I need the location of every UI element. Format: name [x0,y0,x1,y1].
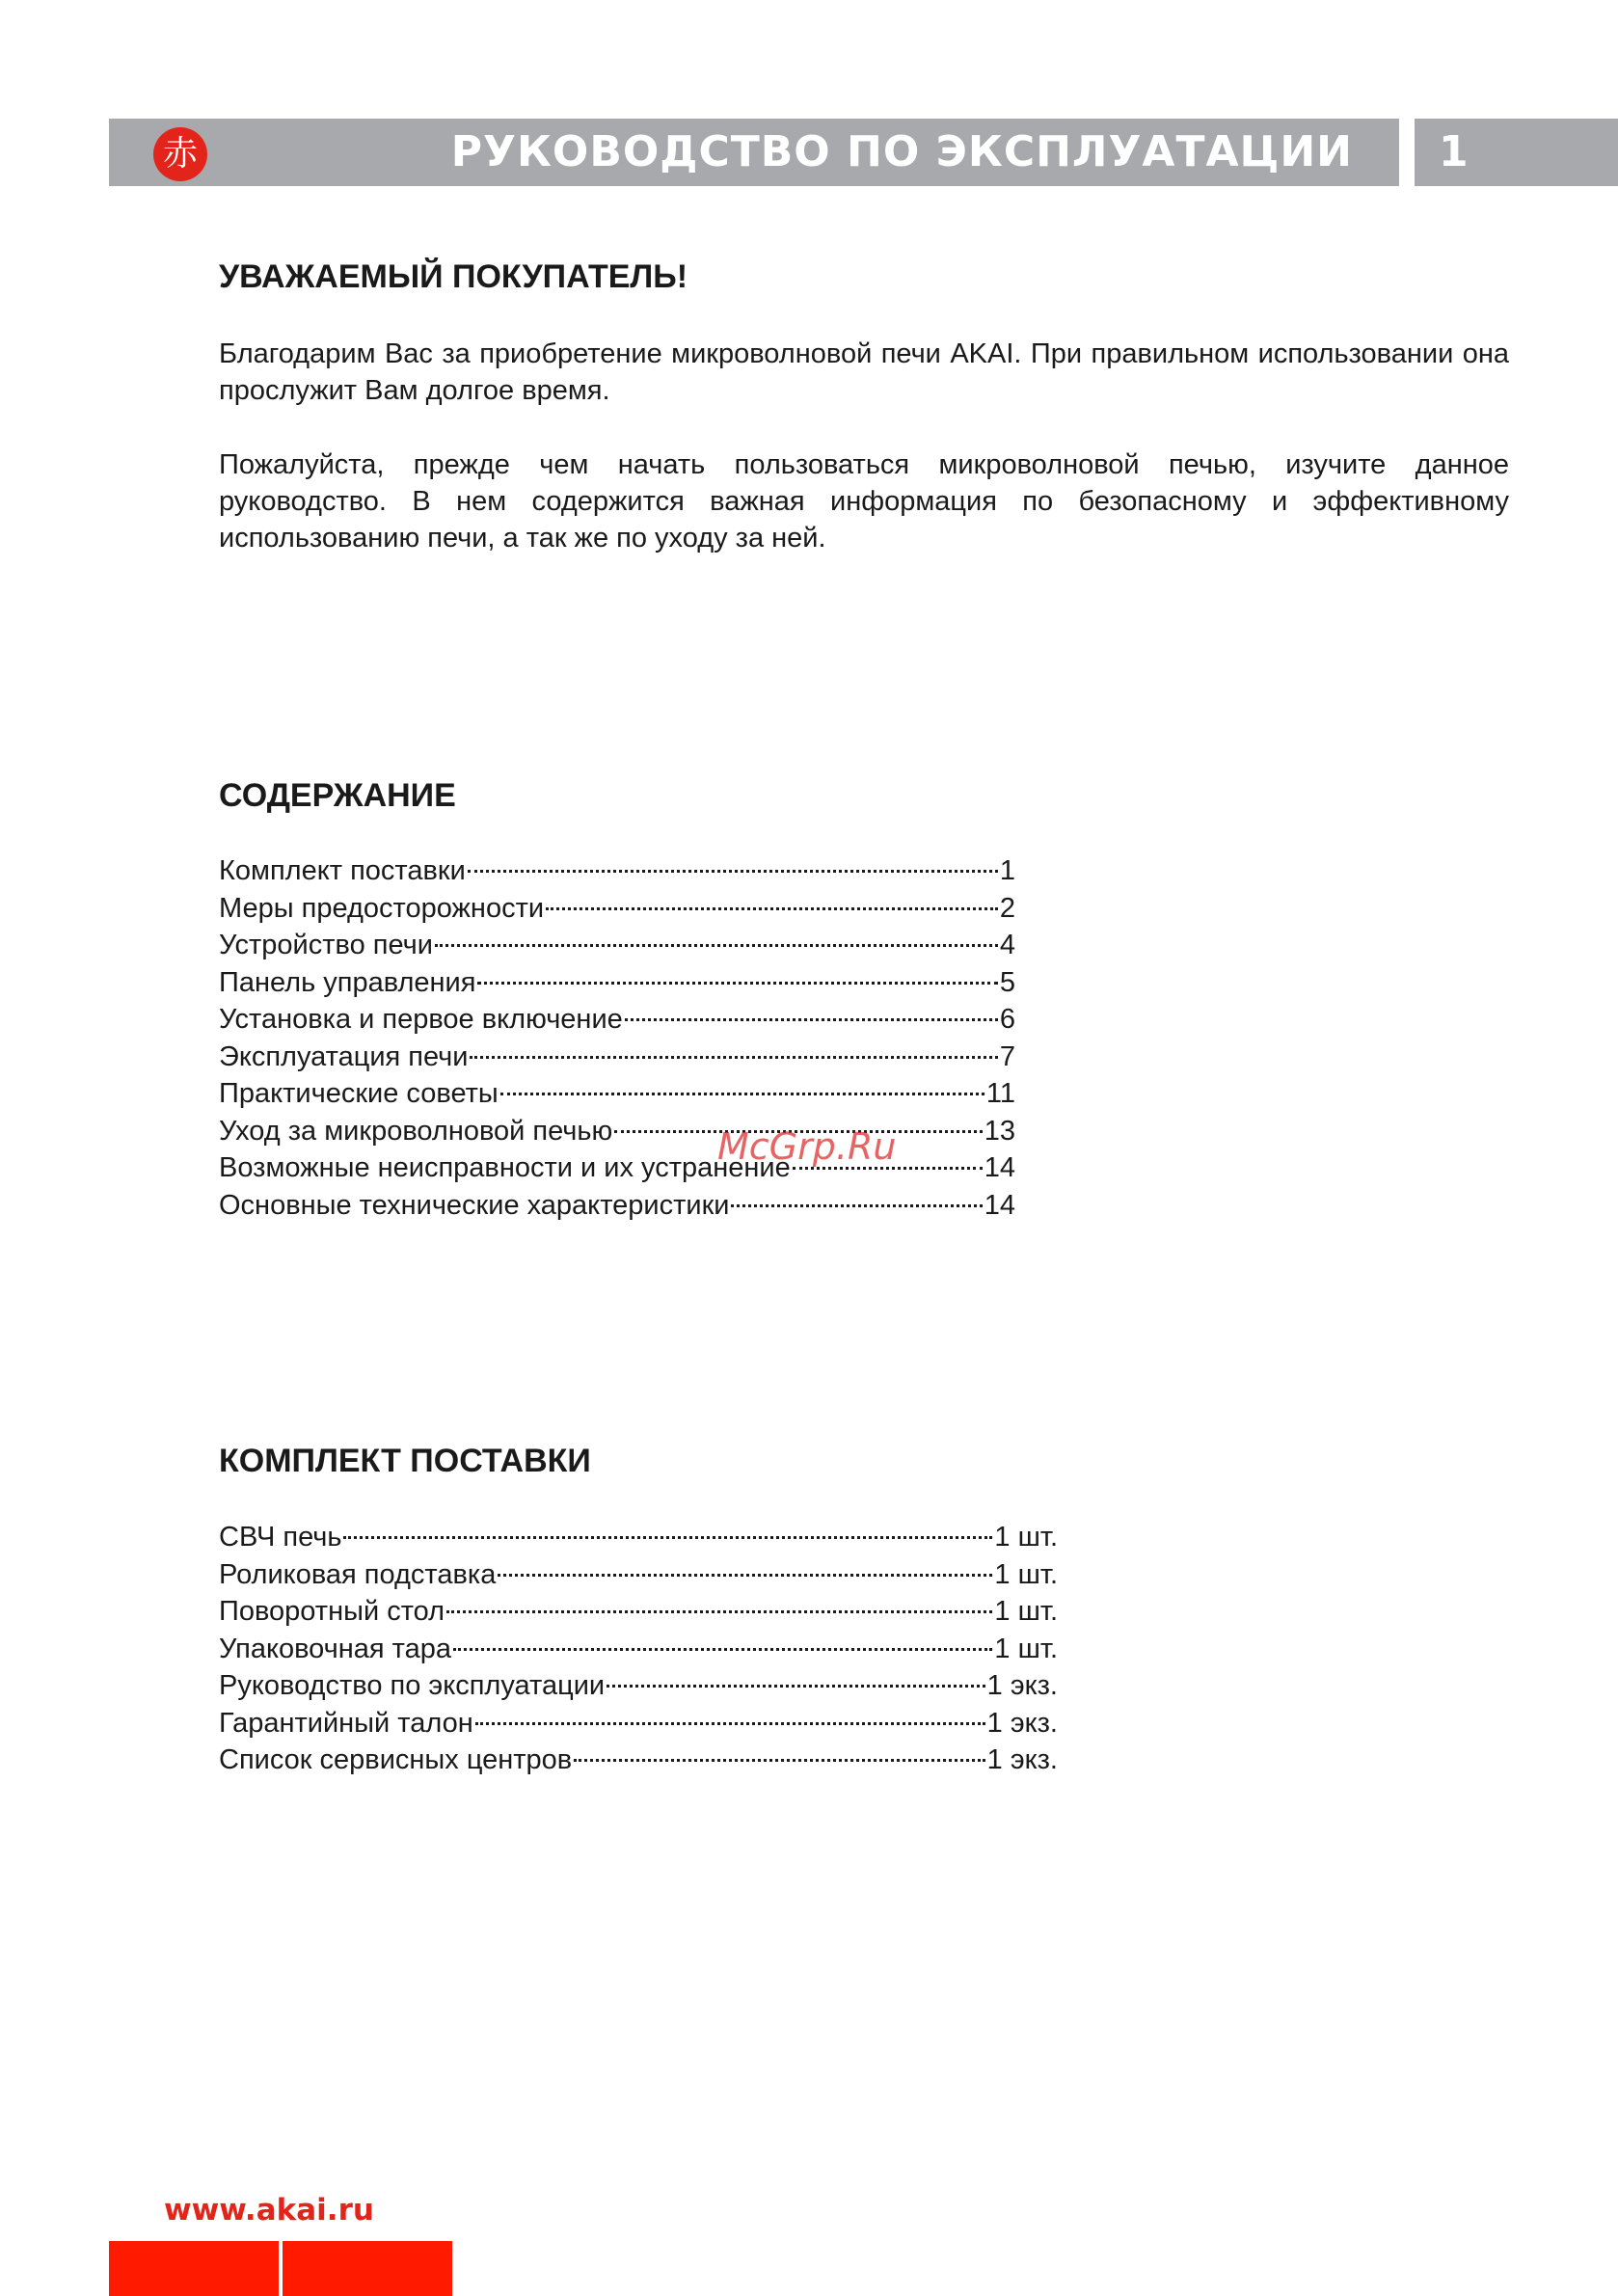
kit-item-quantity: 1 шт. [994,1596,1058,1627]
greeting-title: УВАЖАЕМЫЙ ПОКУПАТЕЛЬ! [219,258,688,295]
dot-leader [470,1056,997,1059]
contents-item-label: Меры предосторожности [219,892,545,924]
contents-list [219,852,1015,1224]
contents-item-label: Уход за микроволновой печью [219,1115,613,1147]
kit-item-label: СВЧ печь [219,1522,342,1553]
contents-item-label: Устройство печи [219,930,433,960]
contents-item-page: 5 [999,966,1015,998]
dot-leader [477,982,997,985]
contents-item-label: Практические советы [219,1078,499,1109]
kit-item [219,1519,1058,1556]
contents-item-page: 1 [999,855,1015,886]
kit-item-quantity: 1 экз. [986,1707,1058,1739]
dot-leader [546,907,998,910]
contents-item [219,964,1015,1002]
contents-item [219,1001,1015,1039]
kit-item [219,1631,1058,1668]
dot-leader [607,1685,985,1688]
kit-item [219,1705,1058,1742]
kit-item-quantity: 1 шт. [994,1558,1058,1590]
page-number-box [1415,119,1618,186]
dot-leader [574,1759,984,1762]
document-title: РУКОВОДСТВО ПО ЭКСПЛУАТАЦИИ [450,127,1353,176]
kit-item-label: Список сервисных центров [219,1744,573,1775]
contents-item-page: 14 [984,1189,1015,1221]
kit-item-label: Руководство по эксплуатации [219,1670,606,1701]
kit-item-quantity: 1 экз. [986,1744,1058,1775]
dot-leader [625,1018,998,1021]
kit-item-label: Упаковочная тара [219,1633,452,1664]
contents-item-label: Комплект поставки [219,855,466,886]
contents-item-page: 2 [999,892,1015,924]
dot-leader [343,1536,992,1539]
kit-item [219,1667,1058,1705]
footer-url[interactable]: www.akai.ru [164,2193,374,2228]
dot-leader [731,1204,982,1207]
contents-item-label: Панель управления [219,966,476,998]
contents-item [219,890,1015,928]
greeting-paragraph-2: Пожалуйста, прежде чем начать пользоваться микроволновой печью, изучите данное руководство. В нем содержится важная информация по безопасному и эффективному использованию печи, а так же по уходу за ней. [219,449,1509,554]
contents-item-label: Эксплуатация печи [219,1040,469,1072]
contents-item [219,1039,1015,1076]
contents-item-label: Установка и первое включение [219,1004,623,1035]
dot-leader [446,1610,992,1613]
kit-item-label: Роликовая подставка [219,1558,497,1590]
contents-item-page: 13 [984,1115,1015,1147]
contents-item [219,1187,1015,1225]
dot-leader [468,870,998,873]
dot-leader [498,1574,992,1577]
contents-item-label: Возможные неисправности и их устранение [219,1152,791,1183]
greeting-paragraph-1: Благодарим Вас за приобретение микроволновой печи AKAI. При правильном использовании она прослужит Вам долгое время. [219,338,1509,406]
contents-item [219,1075,1015,1113]
contents-title: СОДЕРЖАНИЕ [219,777,456,814]
contents-item-page: 7 [999,1040,1015,1072]
kit-item-quantity: 1 шт. [994,1522,1058,1553]
kit-item [219,1556,1058,1594]
kit-item [219,1742,1058,1779]
dot-leader [500,1093,984,1095]
kit-item-label: Гарантийный талон [219,1707,473,1739]
kit-item [219,1593,1058,1631]
contents-item [219,927,1015,964]
contents-item-page: 6 [999,1004,1015,1035]
watermark: McGrp.Ru [717,1125,897,1168]
kit-item-quantity: 1 экз. [986,1670,1058,1701]
contents-item-page: 11 [985,1078,1015,1109]
kit-list [219,1519,1058,1779]
footer-decor-block [283,2241,452,2296]
kit-item-quantity: 1 шт. [994,1633,1058,1664]
dot-leader [453,1648,992,1651]
page-number: 1 [1439,127,1469,176]
contents-item-page: 4 [999,930,1015,960]
contents-item-label: Основные технические характеристики [219,1189,730,1221]
contents-item [219,852,1015,890]
kit-item-label: Поворотный стол [219,1596,445,1627]
dot-leader [435,944,998,947]
kit-title: КОМПЛЕКТ ПОСТАВКИ [219,1443,591,1479]
footer-decor-block [109,2241,279,2296]
akai-logo-icon: 赤 [153,127,207,181]
contents-item-page: 14 [984,1152,1015,1183]
dot-leader [475,1722,985,1725]
header-bar [109,119,1399,186]
